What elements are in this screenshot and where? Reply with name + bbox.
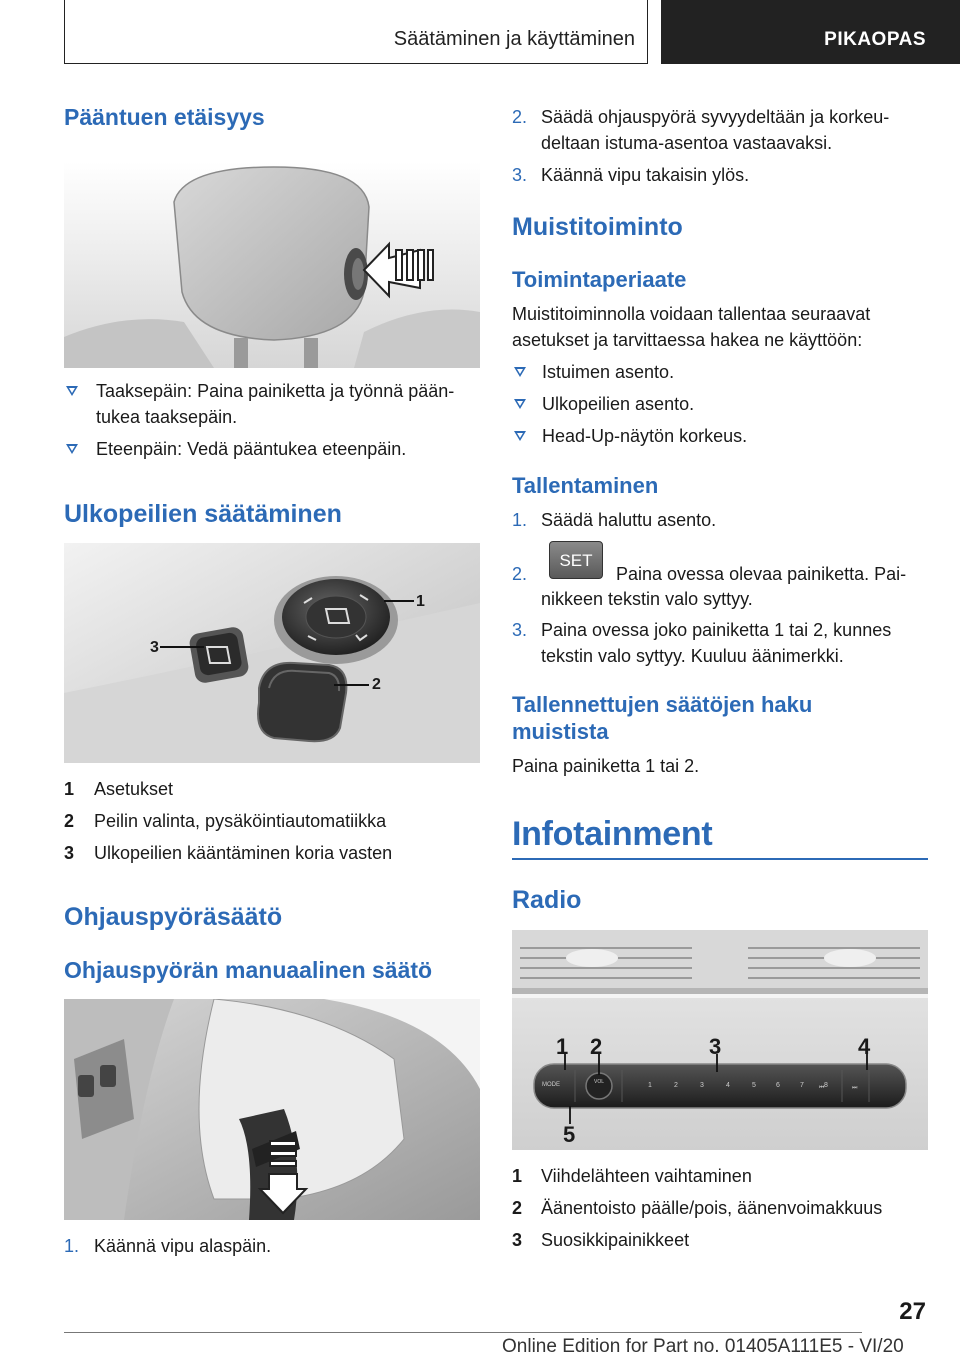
callout-1: 1 <box>556 1034 569 1059</box>
footer-rule <box>64 1332 862 1333</box>
set-button-icon: SET <box>549 541 603 579</box>
steering-subheading: Ohjauspyörän manuaalinen säätö <box>64 957 433 983</box>
principle-heading: Toimintaperiaate <box>512 267 687 292</box>
memory-heading: Muistitoiminto <box>512 213 683 241</box>
callout-4: 4 <box>858 1034 871 1059</box>
legend-text: Suosikkipainikkeet <box>541 1230 690 1250</box>
panel-fav-8: 8 <box>824 1082 828 1089</box>
step-text: Käännä vipu takaisin ylös. <box>541 165 750 185</box>
memory-bullet-text: Istuimen asento. <box>542 362 675 382</box>
headrest-bullet-text-cont: tukea taaksepäin. <box>96 407 238 427</box>
step-text: Paina ovessa joko painiketta 1 tai 2, kunnes <box>541 620 892 640</box>
legend-text: Äänentoisto päälle/pois, äänenvoimakkuus <box>541 1198 883 1218</box>
headrest-heading: Pääntuen etäisyys <box>64 104 265 130</box>
step-number: 2. <box>512 564 528 584</box>
panel-fav-7: 7 <box>800 1082 804 1089</box>
panel-fav-5: 5 <box>752 1082 756 1089</box>
legend-text: Ulkopeilien kääntäminen koria vasten <box>94 843 393 863</box>
mirrors-heading: Ulkopeilien säätäminen <box>64 500 342 528</box>
memory-bullet-text: Ulkopeilien asento. <box>542 394 695 414</box>
mirror-controls-image <box>64 543 480 763</box>
panel-fav-6: 6 <box>776 1082 780 1089</box>
principle-text: asetukset ja tarvittaessa hakea ne käyttöön: <box>512 330 863 350</box>
legend-text: Asetukset <box>94 779 174 799</box>
triangle-bullet-icon <box>514 399 526 409</box>
svg-text:⏮: ⏮ <box>819 1085 825 1091</box>
radio-panel-image <box>512 930 928 1150</box>
panel-vol-label: VOL <box>594 1079 605 1085</box>
step-number: 1. <box>64 1236 80 1256</box>
callout-2: 2 <box>590 1034 603 1059</box>
steering-heading: Ohjauspyöräsäätö <box>64 903 283 931</box>
heading-rule <box>512 858 928 860</box>
legend-number: 1 <box>64 779 75 799</box>
callout-2: 2 <box>372 676 381 693</box>
recall-heading: Tallennettujen säätöjen haku <box>512 692 813 717</box>
step-number: 3. <box>512 620 528 640</box>
panel-fav-4: 4 <box>726 1082 730 1089</box>
header-tab[interactable] <box>661 0 960 64</box>
step-text: tekstin valo syttyy. Kuuluu äänimerkki. <box>541 646 844 666</box>
callout-3: 3 <box>150 639 159 656</box>
recall-text: Paina painiketta 1 tai 2. <box>512 756 700 776</box>
step-text: Säädä ohjauspyörä syvyydeltään ja korkeu‐ <box>541 107 890 127</box>
steering-lever-image <box>64 999 480 1220</box>
header-tab-label: PIKAOPAS <box>824 29 926 50</box>
legend-number: 2 <box>512 1198 523 1218</box>
memory-bullet-text: Head-Up-näytön korkeus. <box>542 426 748 446</box>
legend-number: 2 <box>64 811 75 831</box>
step-number: 2. <box>512 107 528 127</box>
triangle-bullet-icon <box>66 444 78 454</box>
legend-number: 3 <box>512 1230 523 1250</box>
header-section-title: Säätäminen ja käyttäminen <box>393 28 635 50</box>
triangle-bullet-icon <box>514 367 526 377</box>
page-number: 27 <box>899 1298 926 1325</box>
triangle-bullet-icon <box>66 386 78 396</box>
panel-mode-label: MODE <box>542 1082 560 1088</box>
callout-3: 3 <box>709 1034 722 1059</box>
infotainment-heading: Infotainment <box>512 815 713 853</box>
step-number: 3. <box>512 165 528 185</box>
triangle-bullet-icon <box>514 431 526 441</box>
headrest-bullet-text: Taaksepäin: Paina painiketta ja työnnä pään‐ <box>96 381 455 401</box>
recall-heading-cont: muistista <box>512 719 609 744</box>
step-text: Käännä vipu alaspäin. <box>94 1236 272 1256</box>
step-number: 1. <box>512 510 528 530</box>
callout-5: 5 <box>563 1122 576 1147</box>
step-text: nikkeen tekstin valo syttyy. <box>541 589 753 609</box>
legend-text: Peilin valinta, pysäköintiautomatiikka <box>94 811 387 831</box>
panel-fav-2: 2 <box>674 1082 678 1089</box>
headrest-bullet-text: Eteenpäin: Vedä pääntukea eteenpäin. <box>96 439 407 459</box>
callout-1: 1 <box>416 593 425 610</box>
footer-edition: Online Edition for Part no. 01405A111E5 - VI/20 <box>502 1336 904 1357</box>
principle-text: Muistitoiminnolla voidaan tallentaa seuraavat <box>512 304 871 324</box>
save-heading: Tallentaminen <box>512 473 659 498</box>
step-text: deltaan istuma-asentoa vastaavaksi. <box>541 133 833 153</box>
legend-number: 1 <box>512 1166 523 1186</box>
header-section-box <box>64 0 648 64</box>
legend-number: 3 <box>64 843 75 863</box>
radio-heading: Radio <box>512 886 582 914</box>
step-text: Säädä haluttu asento. <box>541 510 717 530</box>
headrest-image <box>64 162 480 368</box>
svg-text:⏭: ⏭ <box>852 1085 858 1091</box>
panel-fav-3: 3 <box>700 1082 704 1089</box>
legend-text: Viihdelähteen vaihtaminen <box>541 1166 752 1186</box>
panel-fav-1: 1 <box>648 1082 652 1089</box>
step-text: Paina ovessa olevaa painiketta. Pai‐ <box>616 564 907 584</box>
